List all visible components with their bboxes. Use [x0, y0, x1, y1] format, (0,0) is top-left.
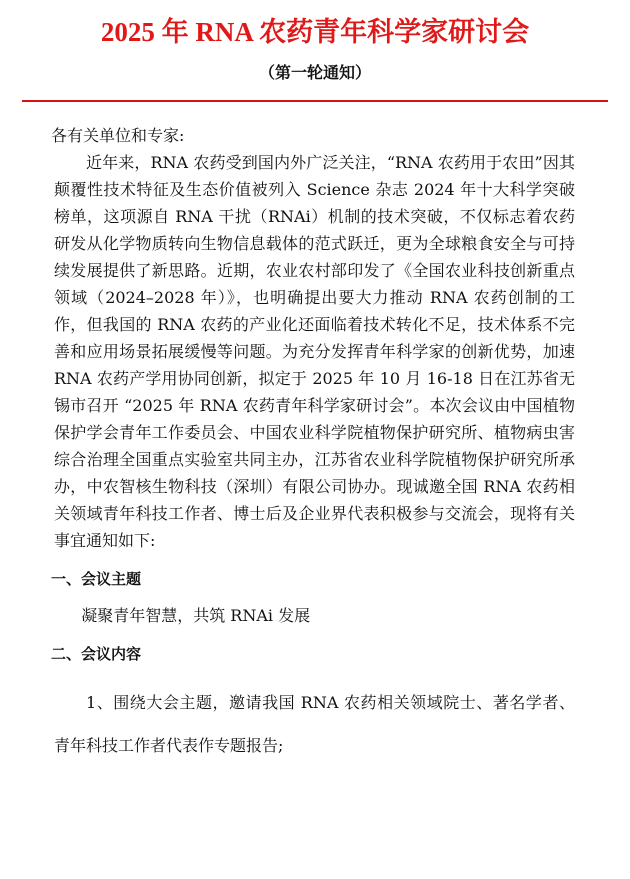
- notice-title: 2025 年 RNA 农药青年科学家研讨会: [100, 17, 530, 47]
- section-content-item-1: 1、围绕大会主题，邀请我国 RNA 农药相关领域院士、著名学者、青年科技工作者代表作专题报告;: [54, 693, 575, 755]
- intro-paragraph: 近年来，RNA 农药受到国内外广泛关注，“RNA 农药用于农田”因其颠覆性技术特征及生态价值被列入 Science 杂志 2024 年十大科学突破榜单，这项源自 RNA 干扰（RNAi）机制的技术突破，不仅标志着农药研发从化学物质转向生物信息载体的范式跃迁，更为全球粮食安全与可持续发展提供了新思路。近期，农业农村部印发了《全国农业科技创新重点领域（2024–2028 年）》，也明确提出要大力推动 RNA 农药创制的工作，但我国的 RNA 农药的产业化还面临着技术转化不足，技术体系不完善和应用场景拓展缓慢等问题。为充分发挥青年科学家的创新优势，加速 RNA 农药产学用协同创新，拟定于 2025 年 10 月 16-18 日在江苏省无锡市召开 “2025 年 RNA 农药青年科学家研讨会”。本次会议由中国植物保护学会青年工作委员会、中国农业科学院植物保护研究所、植物病虫害综合治理全国重点实验室共同主办，江苏省农业科学院植物保护研究所承办，中农智核生物科技（深圳）有限公司协办。现诚邀全国 RNA 农药相关领域青年科技工作者、博士后及企业界代表积极参与交流会，现将有关事宜通知如下:: [54, 153, 575, 550]
- section-heading-theme: 一、会议主题: [51, 570, 142, 588]
- section-content-theme: 凝聚青年智慧，共筑 RNAi 发展: [81, 606, 311, 625]
- notice-body: [51, 122, 575, 767]
- section-heading-content: 二、会议内容: [51, 645, 142, 663]
- title-divider: [22, 100, 608, 102]
- salutation: 各有关单位和专家:: [51, 126, 185, 145]
- notice-subtitle: （第一轮通知）: [258, 63, 371, 82]
